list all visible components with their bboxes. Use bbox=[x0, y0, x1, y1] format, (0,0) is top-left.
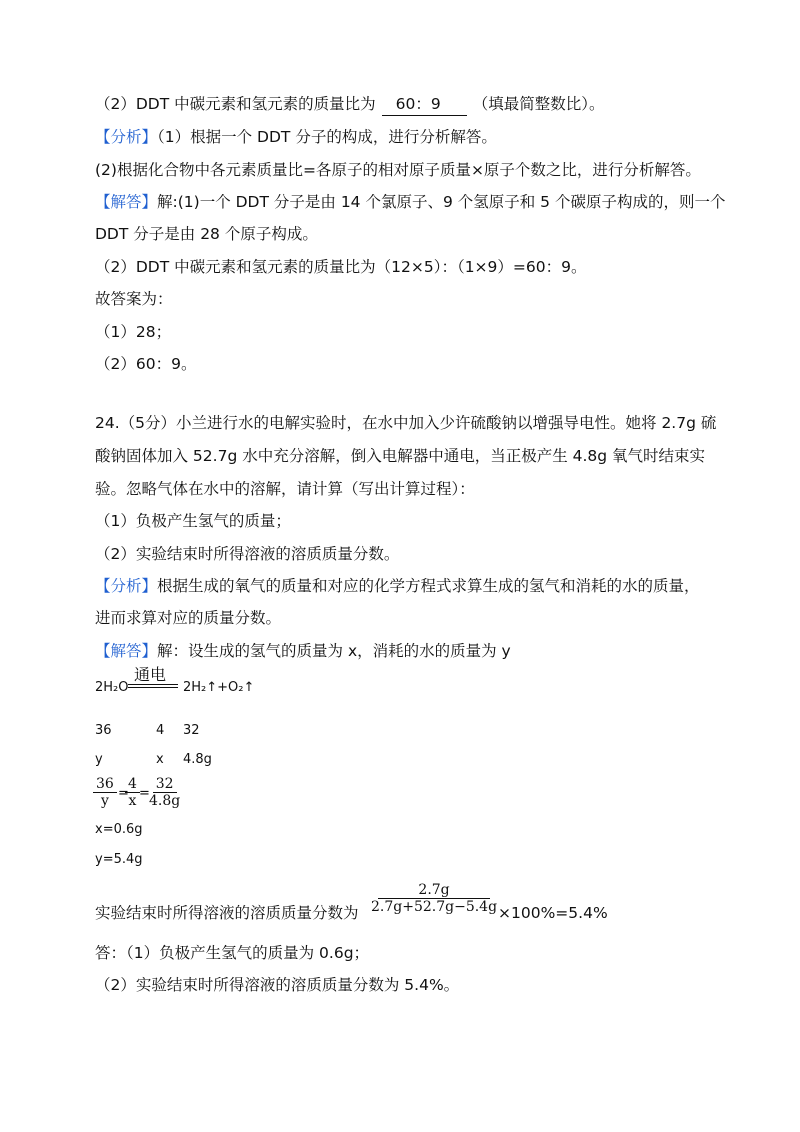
reaction-condition: 通电 bbox=[134, 665, 167, 684]
solution-line-2: DDT 分子是由 28 个原子构成。 bbox=[95, 225, 318, 243]
answer-2: （2）60：9。 bbox=[95, 355, 197, 373]
result-x: x=0.6g bbox=[95, 822, 143, 837]
analysis-24-line-2: 进而求算对应的质量分数。 bbox=[95, 609, 282, 627]
var-water: y bbox=[95, 752, 103, 767]
var-o2: 4.8g bbox=[183, 752, 212, 767]
equals-sign-2: = bbox=[139, 786, 150, 801]
answer-blank: 60：9 bbox=[382, 93, 467, 116]
analysis-tag: 【分析】 bbox=[95, 128, 158, 146]
question-24-line-5: （2）实验结束时所得溶液的溶质质量分数。 bbox=[95, 545, 400, 563]
question-24-line-2: 酸钠固体加入 52.7g 水中充分溶解，倒入电解器中通电，当正极产生 4.8g 氧气时结束实 bbox=[95, 447, 706, 465]
percent-fraction: $\frac{2.7g}{2.7g+52.7g-5.4g}$ bbox=[371, 882, 498, 915]
equation-products: 2H₂↑+O₂↑ bbox=[183, 680, 255, 695]
analysis-24-line-1: 【分析】根据生成的氧气的质量和对应的化学方程式求算生成的氢气和消耗的水的质量， bbox=[95, 577, 700, 595]
answer-heading: 故答案为： bbox=[95, 290, 173, 308]
fraction-water: $\frac{36}{y}$ bbox=[93, 776, 117, 809]
analysis-line-2: (2)根据化合物中各元素质量比=各原子的相对原子质量×原子个数之比，进行分析解答。 bbox=[95, 161, 701, 179]
final-answer-1: 答：（1）负极产生氢气的质量为 0.6g； bbox=[95, 944, 370, 962]
percent-prefix: 实验结束时所得溶液的溶质质量分数为 bbox=[95, 904, 359, 922]
equation-reactant: 2H₂O bbox=[95, 680, 129, 695]
question-24-line-3: 验。忽略气体在水中的溶解，请计算（写出计算过程）： bbox=[95, 480, 475, 498]
solution-tag: 【解答】 bbox=[95, 193, 158, 211]
fraction-h2: $\frac{4}{x}$ bbox=[125, 776, 140, 809]
solution-line: 【解答】解:(1)一个 DDT 分子是由 14 个氯原子、9 个氢原子和 5 个碳原子构成的，则一个 bbox=[95, 193, 726, 211]
question-24-line-4: （1）负极产生氢气的质量； bbox=[95, 512, 291, 530]
mass-water: 36 bbox=[95, 723, 112, 738]
result-y: y=5.4g bbox=[95, 852, 143, 867]
mass-o2: 32 bbox=[183, 723, 200, 738]
solution-line-3: （2）DDT 中碳元素和氢元素的质量比为（12×5）：（1×9）=60：9。 bbox=[95, 258, 587, 276]
final-answer-2: （2）实验结束时所得溶液的溶质质量分数为 5.4%。 bbox=[95, 976, 460, 994]
reaction-arrow-bar bbox=[128, 684, 178, 688]
answer-1: （1）28； bbox=[95, 323, 172, 341]
analysis-tag-24: 【分析】 bbox=[95, 577, 158, 595]
q23-part2: （2）DDT 中碳元素和氢元素的质量比为 60：9 （填最简整数比）。 bbox=[95, 93, 605, 116]
percent-suffix: ×100%=5.4% bbox=[498, 904, 608, 922]
solution-24-line: 【解答】解：设生成的氢气的质量为 x，消耗的水的质量为 y bbox=[95, 642, 511, 660]
equals-sign-1: = bbox=[118, 786, 129, 801]
var-h2: x bbox=[156, 752, 164, 767]
fraction-o2: $\frac{32}{4.8g}$ bbox=[149, 776, 181, 809]
mass-h2: 4 bbox=[156, 723, 165, 738]
solution-tag-24: 【解答】 bbox=[95, 642, 158, 660]
question-24-line-1: 24.（5分）小兰进行水的电解实验时，在水中加入少许硫酸钠以增强导电性。她将 2.7g 硫 bbox=[95, 414, 717, 432]
analysis-line: 【分析】（1）根据一个 DDT 分子的构成，进行分析解答。 bbox=[95, 128, 497, 146]
